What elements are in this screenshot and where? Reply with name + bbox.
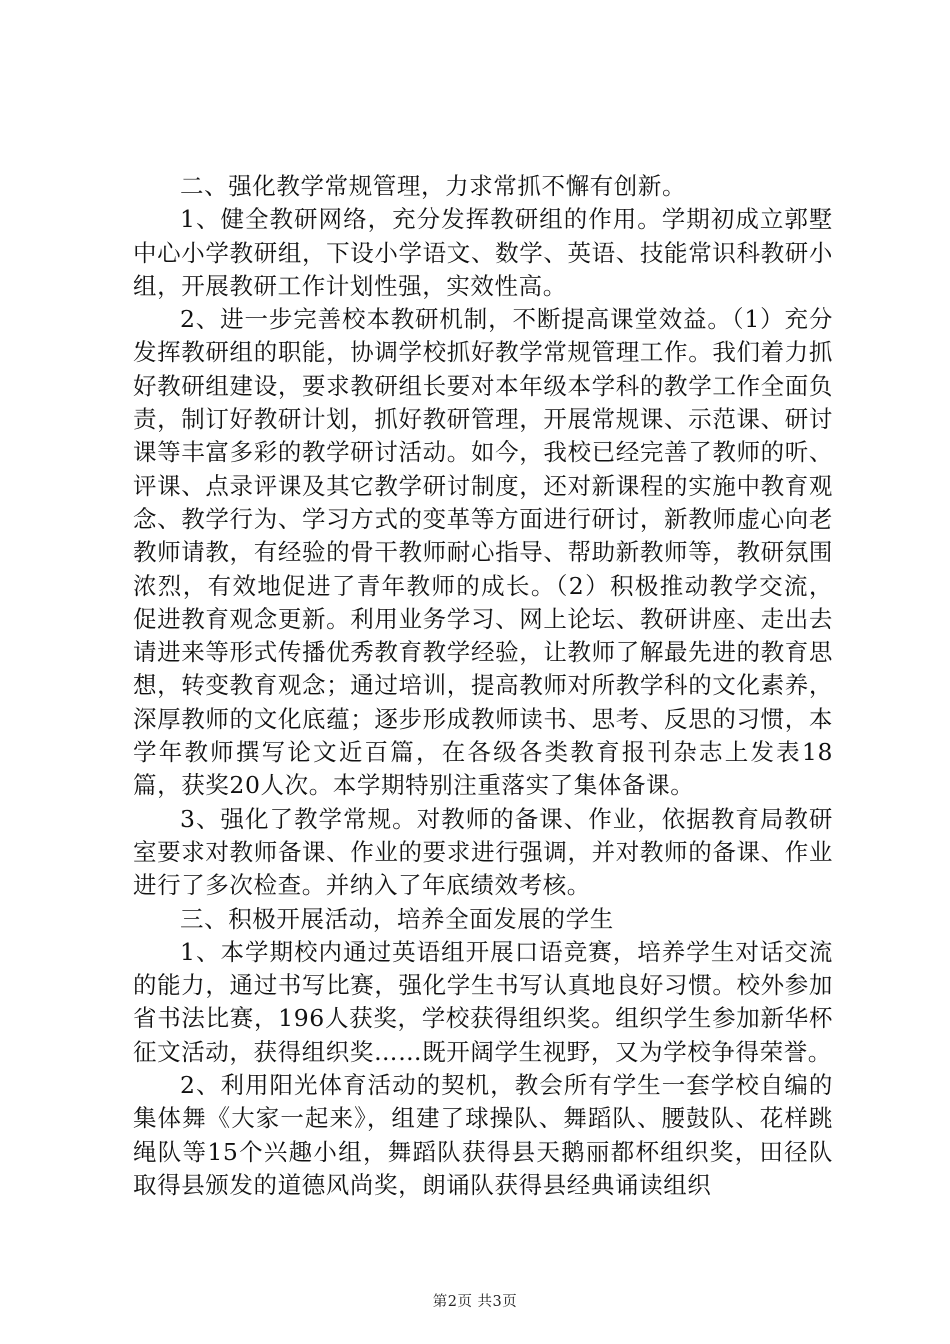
paragraph-activity-1: 1、本学期校内通过英语组开展口语竞赛，培养学生对话交流的能力，通过书写比赛，强化学生书写认真地良好习惯。校外参加省书法比赛，196人获奖，学校获得组织奖。组织学生参加新华杯征文活动，获得组织奖……既开阔学生视野，又为学校争得荣誉。 [133,937,833,1066]
page-footer: 第2页 共3页 [432,1294,518,1310]
section-heading-2: 二、强化教学常规管理，力求常抓不懈有创新。 [180,172,687,200]
section-heading-3: 三、积极开展活动，培养全面发展的学生 [180,904,614,933]
paragraph-item-2: 2、进一步完善校本教研机制，不断提高课堂效益。（1）充分发挥教研组的职能，协调学校抓好教学常规管理工作。我们着力抓好教研组建设，要求教研组长要对本年级本学科的教学工作全面负责，制订好教研计划，抓好教研管理，开展常规课、示范课、研讨课等丰富多彩的教学研讨活动。如今，我校已经完善了教师的听、评课、点录评课及其它教学研讨制度，还对新课程的实施中教育观念、教学行为、学习方式的变革等方面进行研讨，新教师虚心向老教师请教，有经验的骨干教师耐心指导、帮助新教师等，教研氛围浓烈，有效地促进了青年教师的成长。（2）积极推动教学交流，促进教育观念更新。利用业务学习、网上论坛、教研讲座、走出去请进来等形式传播优秀教育教学经验，让教师了解最先进的教育思想，转变教育观念；通过培训，提高教师对所教学科的文化素养，深厚教师的文化底蕴；逐步形成教师读书、思考、反思的习惯，本学年教师撰写论文近百篇，在各级各类教育报刊杂志上发表18篇，获奖20人次。本学期特别注重落实了集体备课。 [133,305,833,800]
paragraph-item-1: 1、健全教研网络，充分发挥教研组的作用。学期初成立郭墅中心小学教研组，下设小学语文、数学、英语、技能常识科教研小组，开展教研工作计划性强，实效性高。 [133,205,833,300]
paragraph-activity-2: 2、利用阳光体育活动的契机，教会所有学生一套学校自编的集体舞《大家一起来》，组建了球操队、舞蹈队、腰鼓队、花样跳绳队等15个兴趣小组，舞蹈队获得县天鹅丽都杯组织奖，田径队取得县颁发的道德风尚奖，朗诵队获得县经典诵读组织 [133,1071,833,1199]
paragraph-item-3: 3、强化了教学常规。对教师的备课、作业，依据教育局教研室要求对教师备课、作业的要求进行强调，并对教师的备课、作业进行了多次检查。并纳入了年底绩效考核。 [133,804,833,900]
document-body [133,170,833,1202]
